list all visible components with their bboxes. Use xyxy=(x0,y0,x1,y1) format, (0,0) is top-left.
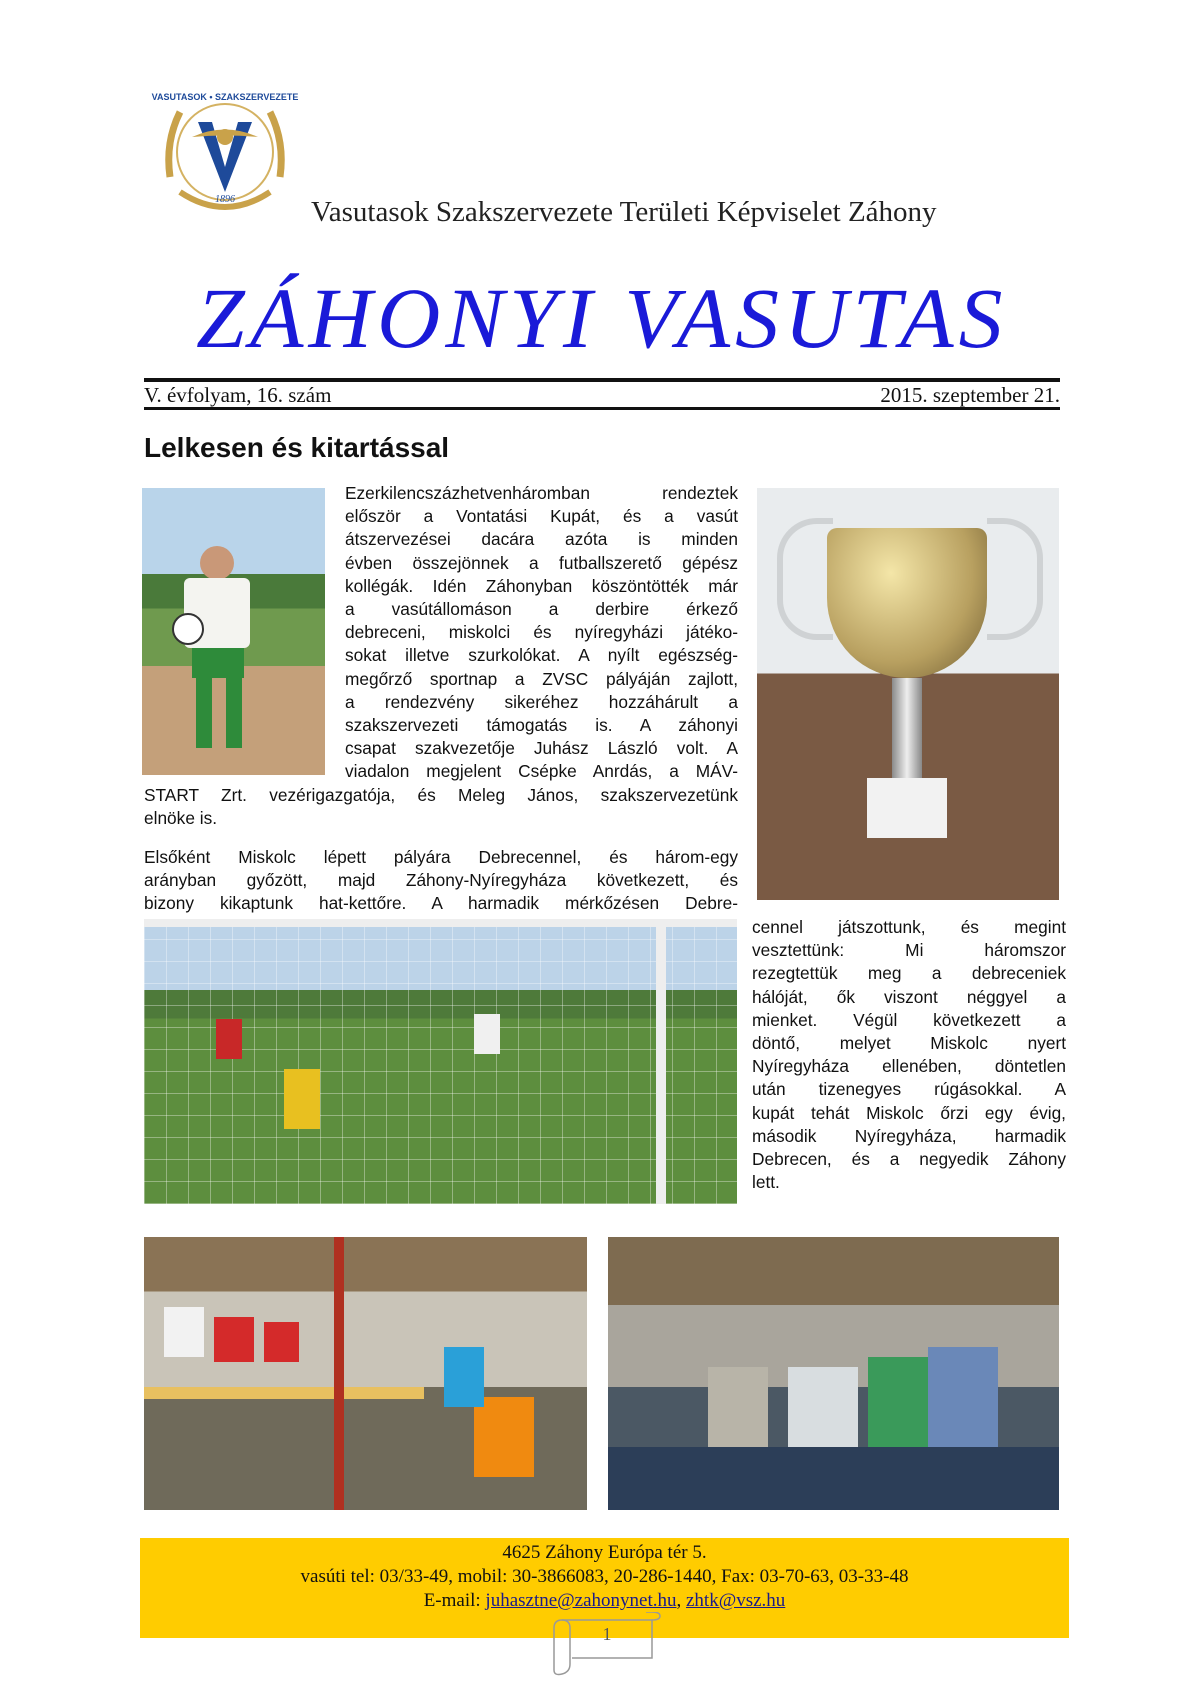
text-line: sokat illetve szurkolókat. A nyílt egészség- xyxy=(345,645,738,666)
text-line: szakszervezeti támogatás is. A záhonyi xyxy=(345,715,738,736)
divider xyxy=(144,407,1060,410)
text-line: debreceni, miskolci és nyíregyházi játéko- xyxy=(345,622,738,643)
players-bench-photo xyxy=(144,1237,587,1510)
union-logo xyxy=(150,82,300,220)
article-paragraph-2 xyxy=(144,846,738,916)
article-heading: Lelkesen és kitartással xyxy=(144,432,450,463)
text-line: Ezerkilencszázhetvenháromban rendeztek xyxy=(345,483,738,503)
article-wide-lines xyxy=(144,784,738,830)
issue-date: 2015. szeptember 21. xyxy=(880,383,1060,407)
email-separator: , xyxy=(676,1590,686,1611)
text-line: rezegtettük meg a debreceniek xyxy=(752,963,1066,984)
text-line: a vasútállomáson a derbire érkező xyxy=(345,599,738,620)
footer-email-line xyxy=(140,1589,1069,1613)
footer-phones: vasúti tel: 03/33-49, mobil: 30-3866083, 20-286-1440, Fax: 03-70-63, 03-33-48 xyxy=(300,1566,909,1587)
text-line: vesztettünk: Mi háromszor xyxy=(752,940,1066,961)
text-line: után tizenegyes rúgásokkal. A xyxy=(752,1079,1066,1100)
svg-text:VASUTASOK • SZAKSZERVEZETE: VASUTASOK • SZAKSZERVEZETE xyxy=(151,92,299,102)
svg-text:1896: 1896 xyxy=(215,194,235,205)
divider xyxy=(144,378,1060,382)
text-line: bizony kikaptunk hat-kettőre. A harmadik mérkőzésen Debre- xyxy=(144,893,738,914)
text-line: a rendezvény sikeréhez hozzáhárult a xyxy=(345,691,738,712)
player-photo xyxy=(142,488,325,775)
text-line: évben összejönnek a futballszerető gépész xyxy=(345,552,738,573)
text-line: második Nyíregyháza, harmadik xyxy=(752,1125,1066,1146)
page-number: 1 xyxy=(602,1624,612,1644)
match-photo xyxy=(144,919,737,1204)
page-number-scroll xyxy=(552,1612,662,1676)
text-line: arányban győzött, majd Záhony-Nyíregyháza következett, és xyxy=(144,870,738,891)
text-line: lett. xyxy=(752,1172,780,1193)
text-line: kupát tehát Miskolc őrzi egy évig, xyxy=(752,1102,1066,1123)
text-line: Nyíregyháza ellenében, döntetlen xyxy=(752,1056,1066,1077)
text-line: megőrző sportnap a ZVSC pályáján zajlott, xyxy=(345,668,738,689)
email-link-2[interactable]: zhtk@vsz.hu xyxy=(686,1590,786,1611)
text-line: Elsőként Miskolc lépett pályára Debrecennel, és három-egy xyxy=(144,847,738,867)
text-line: viadalon megjelent Csépke Anrdás, a MÁV- xyxy=(345,761,738,782)
text-line: átszervezései dacára azóta is minden xyxy=(345,529,738,550)
text-line: csapat szakvezetője Juhász László volt. A xyxy=(345,738,738,759)
text-line: először a Vontatási Kupát, és a vasút xyxy=(345,506,738,527)
text-line: mienket. Végül következett a xyxy=(752,1009,1066,1030)
email-label: E-mail: xyxy=(423,1590,486,1611)
organization-name: Vasutasok Szakszervezete Területi Képviselet Záhony xyxy=(311,196,937,228)
text-line: Debrecen, és a negyedik Záhony xyxy=(752,1149,1066,1170)
text-line: kollégák. Idén Záhonyban köszöntötték már xyxy=(345,575,738,596)
text-line: START Zrt. vezérigazgatója, és Meleg János, szakszervezetünk xyxy=(144,785,738,805)
text-line: cennel játszottunk, és megint xyxy=(752,917,1066,937)
text-line: elnöke is. xyxy=(144,808,218,829)
email-link-1[interactable]: juhasztne@zahonynet.hu xyxy=(485,1590,677,1611)
issue-number: V. évfolyam, 16. szám xyxy=(144,383,332,407)
article-column-1 xyxy=(345,482,738,784)
spectators-photo xyxy=(608,1237,1059,1510)
text-line: döntő, melyet Miskolc nyert xyxy=(752,1033,1066,1054)
text-line: hálóját, ők viszont néggyel a xyxy=(752,986,1066,1007)
trophy-photo xyxy=(757,488,1059,900)
newsletter-title: ZÁHONYI VASUTAS xyxy=(196,270,1008,366)
article-column-2 xyxy=(752,916,1066,1194)
footer-address: 4625 Záhony Európa tér 5. xyxy=(502,1542,707,1563)
